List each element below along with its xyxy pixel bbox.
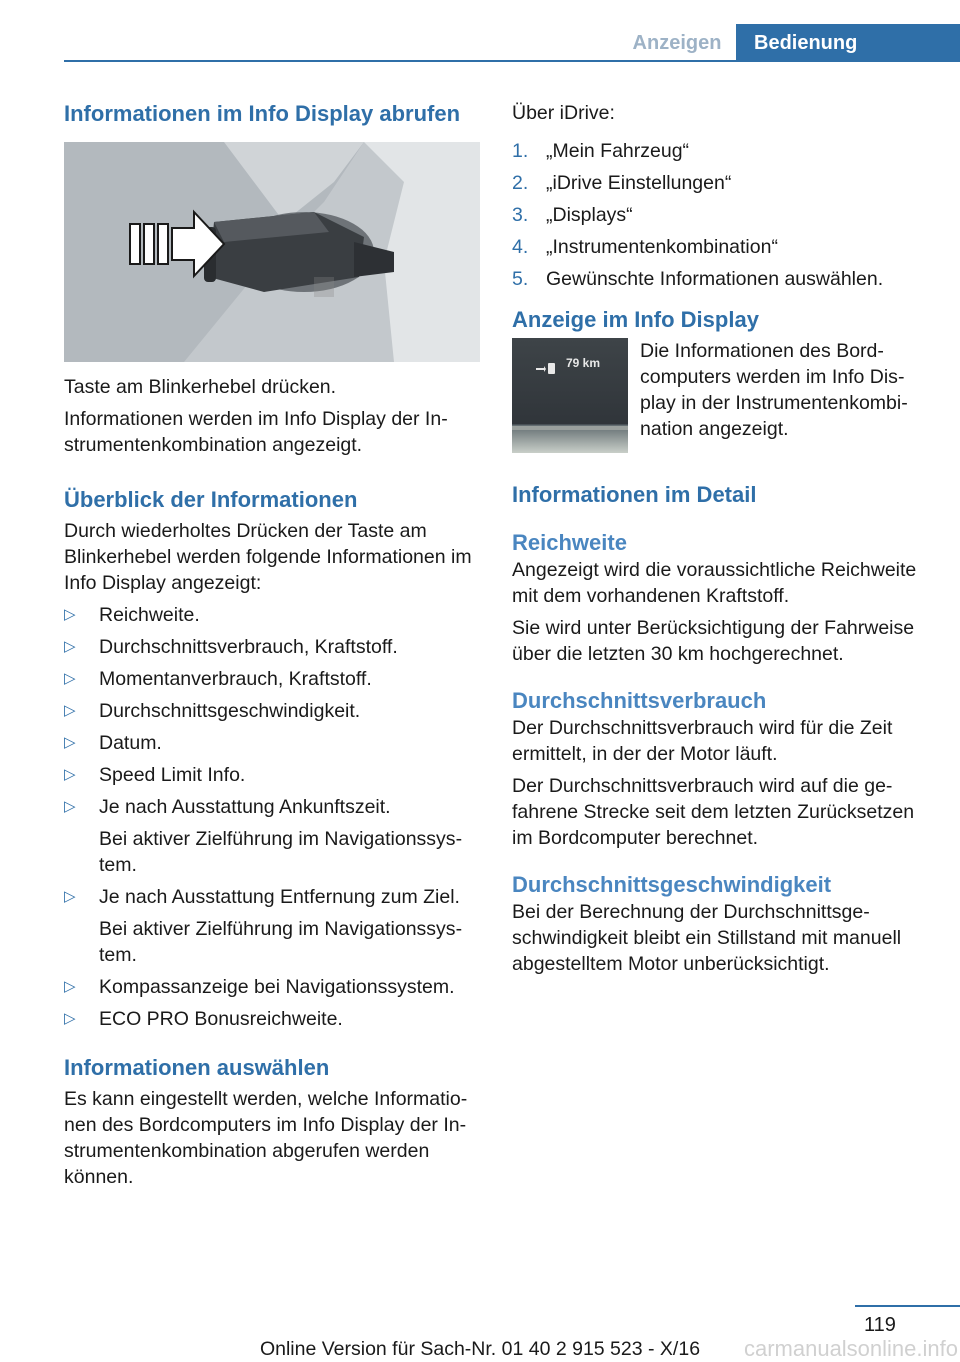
verbrauch-p1: Der Durchschnittsverbrauch wird für die Zeit ermittelt, in der der Motor läuft. [512,717,893,765]
left-column [64,100,484,1190]
verbrauch-p2: Der Durchschnittsverbrauch wird auf die gefahrene Strecke seit dem letzten Zurücksetzen im Bordcomputer berechnet. [512,775,915,849]
list-item: ▷ Durchschnittsverbrauch, Kraftstoff. [64,636,398,658]
info-display-image [512,338,628,453]
triangle-bullet-icon: ▷ [64,734,76,751]
triangle-bullet-icon: ▷ [64,1010,76,1027]
heading-detail: Informationen im Detail [512,482,757,507]
paragraph-info-anzeige: Informationen werden im Info Display der Instrumentenkombination angezeigt. [64,408,448,456]
step-item: 1. „Mein Fahrzeug“ [512,140,690,162]
heading-auswaehlen: Informationen auswählen [64,1055,330,1080]
triangle-bullet-icon: ▷ [64,766,76,783]
range-value: 79 km [566,356,601,370]
paragraph-auswaehlen: Es kann eingestellt werden, welche Informationen des Bordcomputers im Info Display der Instrumentenkombination abgerufen werden können. [64,1088,468,1188]
heading-ueberblick: Überblick der Informationen [64,487,358,512]
reichweite-p1: Angezeigt wird die voraussichtliche Reichweite mit dem vorhandenen Kraftstoff. [512,559,917,607]
display-section [512,338,932,453]
list-item-note: Bei aktiver Zielführung im Navigationssystem. [99,828,463,876]
stalk-illustration-svg [64,142,480,362]
step-item: 3. „Displays“ [512,204,633,226]
tab-bedienung[interactable]: Bedienung [736,24,960,62]
triangle-bullet-icon: ▷ [64,888,76,905]
paragraph-ueberblick: Durch wiederholtes Drücken der Taste am Blinkerhebel werden folgende Informationen im Info Display angezeigt: [64,520,472,594]
list-item: ▷ Momentanverbrauch, Kraftstoff. [64,668,372,690]
list-item: ▷ Durchschnittsgeschwindigkeit. [64,700,361,722]
figure-caption: Taste am Blinkerhebel drücken. [64,376,337,398]
footer-rule [855,1305,960,1307]
triangle-bullet-icon: ▷ [64,702,76,719]
watermark: carmanualsonline.info [743,1336,958,1361]
tab-anzeigen[interactable]: Anzeigen [632,32,722,54]
list-item: ▷ Je nach Ausstattung Ankunftszeit. Bei aktiver Zielführung im Navigationssystem. [64,794,484,878]
triangle-bullet-icon: ▷ [64,798,76,815]
list-item: ▷ Je nach Ausstattung Entfernung zum Ziel. Bei aktiver Zielführung im Navigationssystem. [64,884,484,968]
idrive-intro: Über iDrive: [512,102,615,124]
subheading-durchschnittsverbrauch: Durchschnittsverbrauch [512,688,767,713]
list-item: ▷ Speed Limit Info. [64,764,246,786]
triangle-bullet-icon: ▷ [64,670,76,687]
subheading-reichweite: Reichweite [512,530,627,555]
heading-anzeige: Anzeige im Info Display [512,307,759,332]
step-item: 5. Gewünschte Informationen auswählen. [512,268,884,290]
list-item: ▷ Reichweite. [64,604,200,626]
page-number: 119 [864,1314,896,1336]
reichweite-p2: Sie wird unter Berücksichtigung der Fahrweise über die letzten 30 km hochgerechnet. [512,617,915,665]
list-item: ▷ ECO PRO Bonusreichweite. [64,1008,343,1030]
step-item: 4. „Instrumentenkombination“ [512,236,778,258]
heading-info-abrufen: Informationen im Info Display abrufen [64,101,461,126]
subheading-geschwindigkeit: Durchschnittsgeschwindigkeit [512,872,832,897]
list-item: ▷ Kompassanzeige bei Navigationssystem. [64,976,455,998]
display-description: Die Informationen des Bordcomputers werden im Info Display in der Instrumentenkombination angezeigt. [640,340,908,440]
stalk-illustration [64,142,480,362]
triangle-bullet-icon: ▷ [64,638,76,655]
list-item: ▷ Datum. [64,732,162,754]
triangle-bullet-icon: ▷ [64,606,76,623]
geschwindigkeit-p1: Bei der Berechnung der Durchschnittsgeschwindigkeit bleibt ein Stillstand mit manuell abgestelltem Motor unberücksichtigt. [512,901,902,975]
info-list [64,602,484,1032]
step-item: 2. „iDrive Einstellungen“ [512,172,732,194]
footer-version-text: Online Version für Sach-Nr. 01 40 2 915 523 - X/16 [259,1338,701,1360]
triangle-bullet-icon: ▷ [64,978,76,995]
list-item-note: Bei aktiver Zielführung im Navigationssystem. [99,918,463,966]
header-rule [64,60,960,62]
idrive-steps [512,138,932,292]
right-column [512,100,932,977]
